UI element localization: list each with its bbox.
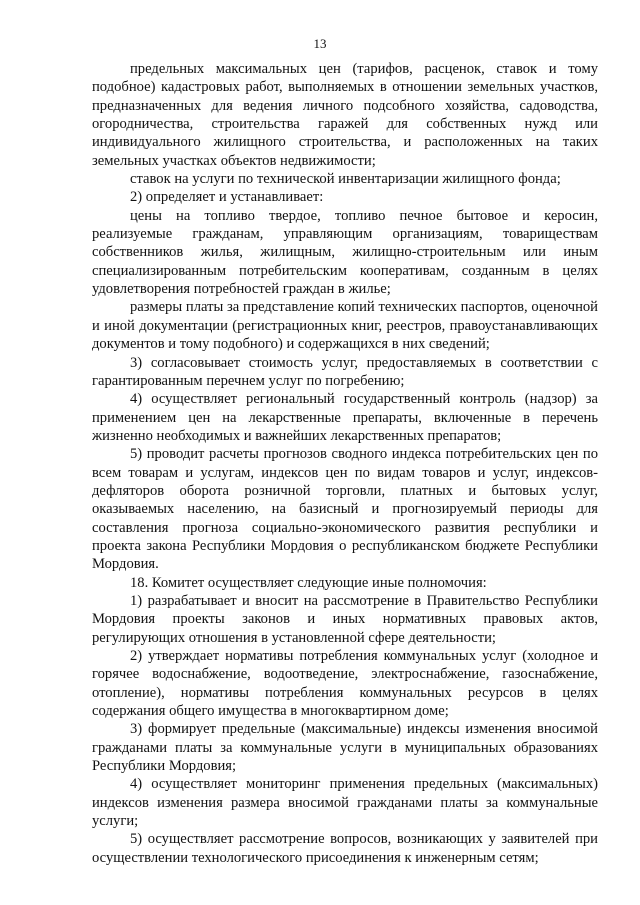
- paragraph: 3) согласовывает стоимость услуг, предоставляемых в соответствии с гарантированным перечнем услуг по погребению;: [92, 354, 598, 389]
- paragraph: размеры платы за представление копий технических паспортов, оценочной и иной документации (регистрационных книг, реестров, правоустанавливающих документов и тому подобного) и содержащихся в них сведений;: [92, 299, 598, 353]
- paragraph: 5) осуществляет рассмотрение вопросов, возникающих у заявителей при осуществлении технологического присоединения к инженерным сетям;: [92, 831, 598, 866]
- paragraph: 1) разрабатывает и вносит на рассмотрение в Правительство Республики Мордовия проекты законов и иных нормативных правовых актов, регулирующих отношения в установленной сфере деятельности;: [92, 592, 598, 646]
- paragraph: 4) осуществляет мониторинг применения предельных (максимальных) индексов изменения размера вносимой гражданами платы за коммунальные услуги;: [92, 776, 598, 830]
- paragraph: предельных максимальных цен (тарифов, расценок, ставок и тому подобное) кадастровых работ, выполняемых в отношении земельных участков, предназначенных для ведения личного подсобного хозяйства, садоводства, огородничества, строительства гаражей для собственных нужд или индивидуального жилищного строительства, и расположенных на таких земельных участках объектов недвижимости;: [92, 61, 598, 169]
- paragraph: 3) формирует предельные (максимальные) индексы изменения вносимой гражданами платы за коммунальные услуги в муниципальных образованиях Республики Мордовия;: [92, 721, 598, 775]
- paragraph: 5) проводит расчеты прогнозов сводного индекса потребительских цен по всем товарам и услугам, индексов цен по видам товаров и услуг, индексов-дефляторов оборота розничной торговли, платных и бытовых услуг, оказываемых населению, на базисный и прогнозируемый периоды для составления прогноза социально-экономического развития республики и проекта закона Республики Мордовия о республиканском бюджете Республики Мордовия.: [92, 446, 598, 573]
- paragraph: 2) утверждает нормативы потребления коммунальных услуг (холодное и горячее водоснабжение, водоотведение, электроснабжение, газоснабжение, отопление), нормативы потребления коммунальных ресурсов в целях содержания общего имущества в многоквартирном доме;: [92, 648, 598, 720]
- document-body: [92, 60, 598, 867]
- paragraph: 18. Комитет осуществляет следующие иные полномочия:: [130, 574, 487, 591]
- paragraph: 4) осуществляет региональный государственный контроль (надзор) за применением цен на лекарственные препараты, включенные в перечень жизненно необходимых и важнейших лекарственных препаратов;: [92, 391, 598, 444]
- page-number: 13: [313, 36, 327, 51]
- paragraph: ставок на услуги по технической инвентаризации жилищного фонда;: [130, 171, 561, 188]
- paragraph: цены на топливо твердое, топливо печное бытовое и керосин, реализуемые гражданам, управляющим организациям, товариществам собственников жилья, жилищным, жилищно-строительным или иным специализированным потребительским кооперативам, созданным в целях удовлетворения потребностей граждан в жилье;: [92, 207, 598, 298]
- paragraph: 2) определяет и устанавливает:: [130, 189, 324, 206]
